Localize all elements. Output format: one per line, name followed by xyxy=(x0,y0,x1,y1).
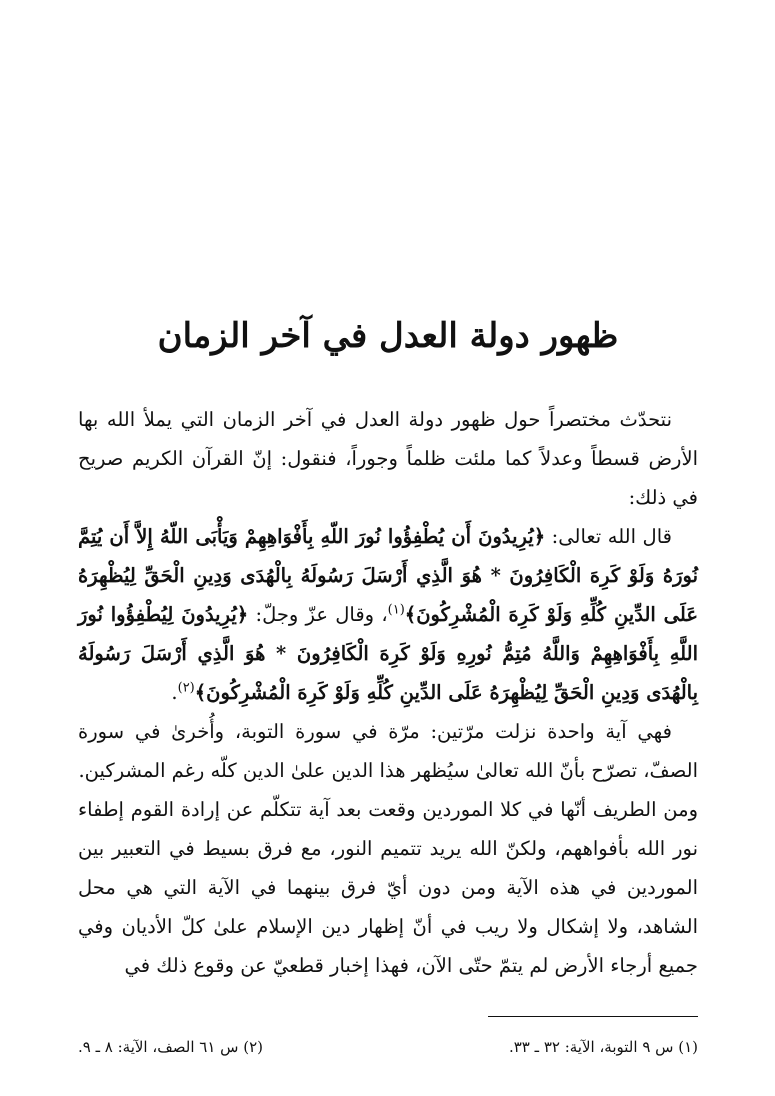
quran-verse-saff: ﴿يُرِيدُونَ لِيُطْفِؤُوا نُورَ اللَّهِ بِأَفْوَاهِهِمْ وَاللَّهُ مُتِمُّ نُورِهِ وَلَوْ كَرِهَ الْكَافِرُونَ * هُوَ الَّذِي أَرْسَلَ رَسُولَهُ بِالْهُدَى وَدِينِ الْحَقِّ لِيُظْهِرَهُ عَلَى الدِّينِ كُلِّهِ وَلَوْ كَرِهَ الْمُشْرِكُونَ﴾ xyxy=(78,603,698,704)
footnote-divider xyxy=(488,1016,698,1017)
footnote-ref-2: (٢) xyxy=(177,680,195,696)
verses-connector: ، وقال عزّ وجلّ: xyxy=(248,603,388,626)
paragraph-verses xyxy=(78,517,698,712)
footnote-ref-1: (١) xyxy=(387,602,405,618)
chapter-title: ظهور دولة العدل في آخر الزمان xyxy=(157,316,619,356)
footnote-2: (٢) س ٦١ الصف، الآية: ٨ ـ ٩. xyxy=(78,1038,264,1056)
paragraph-intro: نتحدّث مختصراً حول ظهور دولة العدل في آخر الزمان التي يملأ الله بها الأرض قسطاً وعدلاً كما ملئت ظلماً وجوراً، فنقول: إنّ القرآن الكريم صريح في ذلك: xyxy=(78,408,698,509)
verses-end: . xyxy=(171,681,178,704)
verses-intro: قال الله تعالى: xyxy=(545,525,672,548)
paragraph-explanation: فهي آية واحدة نزلت مرّتين: مرّة في سورة التوبة، وأُخرىٰ في سورة الصفّ، تصرّح بأنّ الله تعالىٰ سيُظهر هذا الدين علىٰ الدين كلّه رغم المشركين. xyxy=(78,720,698,782)
paragraph-observation: ومن الطريف أنّها في كلا الموردين وقعت بعد آية تتكلّم عن إرادة القوم إطفاء نور الله بأفواههم، ولكنّ الله يريد تتميم النور، مع فرق بسيط في التعبير بين الموردين في هذه الآية ومن دون أيّ فرق بينهما في الآية التي هي محل الشاهد، ولا إشكال ولا ريب في أنّ إظهار دين الإسلام علىٰ كلّ الأديان وفي جميع أرجاء الأرض لم يتمّ حتّى الآن، فهذا إخبار قطعيّ عن وقوع ذلك في xyxy=(78,798,698,977)
quran-verse-tawba: ﴿يُرِيدُونَ أَن يُطْفِؤُوا نُورَ اللّهِ بِأَفْوَاهِهِمْ وَيَأْبَى اللّهُ إِلاَّ أَن يُتِمَّ نُورَهُ وَلَوْ كَرِهَ الْكَافِرُونَ * هُوَ الَّذِي أَرْسَلَ رَسُولَهُ بِالْهُدَى وَدِينِ الْحَقِّ لِيُظْهِرَهُ عَلَى الدِّينِ كُلِّهِ وَلَوْ كَرِهَ الْمُشْرِكُونَ﴾ xyxy=(78,525,699,626)
book-page xyxy=(78,0,698,1096)
footnotes xyxy=(78,1036,698,1058)
body-text xyxy=(78,400,698,985)
footnote-1: (١) س ٩ التوبة، الآية: ٣٢ ـ ٣٣. xyxy=(508,1038,698,1056)
